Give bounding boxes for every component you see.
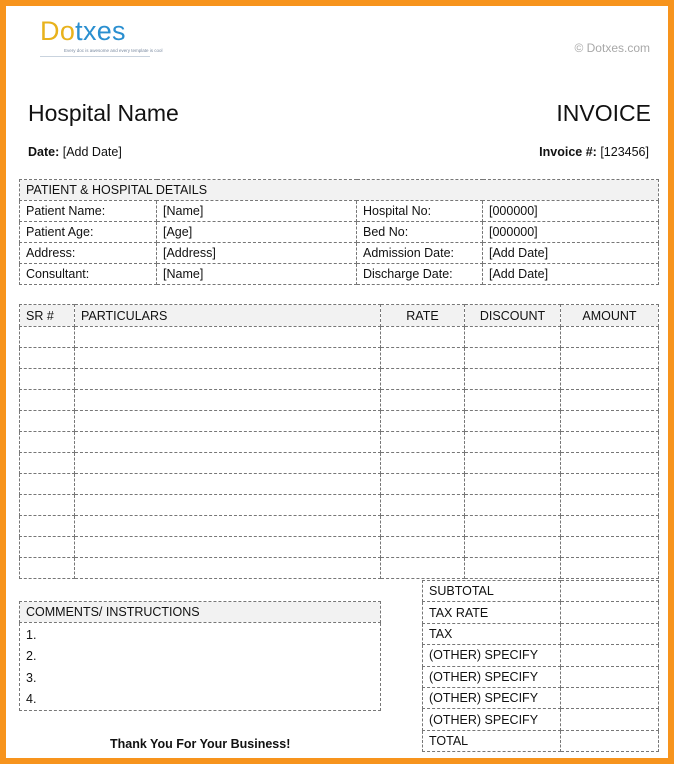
rate-cell[interactable] xyxy=(381,453,465,474)
items-table xyxy=(19,304,659,579)
rate-cell[interactable] xyxy=(381,390,465,411)
patient-name-label: Patient Name: xyxy=(20,201,157,222)
item-row xyxy=(20,348,659,369)
logo xyxy=(40,17,126,45)
items-header-row xyxy=(20,305,659,327)
bed-no-value[interactable]: [000000] xyxy=(483,222,659,243)
rate-cell[interactable] xyxy=(381,369,465,390)
amount-cell[interactable] xyxy=(561,495,659,516)
item-row xyxy=(20,537,659,558)
tax-rate-value[interactable] xyxy=(561,602,659,623)
particulars-cell[interactable] xyxy=(75,558,381,579)
total-label: TOTAL xyxy=(423,730,561,751)
details-row xyxy=(20,201,659,222)
col-sr: SR # xyxy=(20,305,75,327)
rate-cell[interactable] xyxy=(381,558,465,579)
col-particulars: PARTICULARS xyxy=(75,305,381,327)
sr-cell[interactable] xyxy=(20,537,75,558)
logo-letter-o: o xyxy=(59,16,76,46)
subtotal-label: SUBTOTAL xyxy=(423,581,561,602)
item-row xyxy=(20,474,659,495)
item-row xyxy=(20,432,659,453)
discount-cell[interactable] xyxy=(465,390,561,411)
amount-cell[interactable] xyxy=(561,327,659,348)
other-specify-label: (OTHER) SPECIFY xyxy=(423,645,561,666)
comments-heading: COMMENTS/ INSTRUCTIONS xyxy=(20,602,381,623)
item-row xyxy=(20,390,659,411)
tax-value[interactable] xyxy=(561,623,659,644)
sr-cell[interactable] xyxy=(20,453,75,474)
sr-cell[interactable] xyxy=(20,348,75,369)
consultant-label: Consultant: xyxy=(20,264,157,285)
date-label: Date: xyxy=(28,145,60,159)
amount-cell[interactable] xyxy=(561,453,659,474)
copyright-text: © Dotxes.com xyxy=(574,41,650,55)
amount-cell[interactable] xyxy=(561,348,659,369)
total-value[interactable] xyxy=(561,730,659,751)
totals-row xyxy=(423,730,659,751)
discount-cell[interactable] xyxy=(465,453,561,474)
date-field[interactable] xyxy=(28,145,122,159)
discount-cell[interactable] xyxy=(465,411,561,432)
totals-row xyxy=(423,709,659,730)
consultant-value[interactable]: [Name] xyxy=(157,264,357,285)
amount-cell[interactable] xyxy=(561,474,659,495)
hospital-name[interactable]: Hospital Name xyxy=(28,100,179,126)
rate-cell[interactable] xyxy=(381,516,465,537)
totals-row xyxy=(423,687,659,708)
thank-you-note: Thank You For Your Business! xyxy=(110,737,291,751)
totals-row xyxy=(423,602,659,623)
other-specify-label: (OTHER) SPECIFY xyxy=(423,709,561,730)
comment-line[interactable]: 3. xyxy=(26,670,37,685)
totals-row xyxy=(423,666,659,687)
amount-cell[interactable] xyxy=(561,390,659,411)
item-row xyxy=(20,369,659,390)
invoice-number-value[interactable]: [123456] xyxy=(600,145,649,159)
item-row xyxy=(20,516,659,537)
discount-cell[interactable] xyxy=(465,516,561,537)
discount-cell[interactable] xyxy=(465,348,561,369)
discount-cell[interactable] xyxy=(465,537,561,558)
particulars-cell[interactable] xyxy=(75,474,381,495)
amount-cell[interactable] xyxy=(561,432,659,453)
comment-line[interactable]: 4. xyxy=(26,691,37,706)
amount-cell[interactable] xyxy=(561,411,659,432)
sr-cell[interactable] xyxy=(20,495,75,516)
details-table xyxy=(19,179,659,285)
other-specify-value[interactable] xyxy=(561,709,659,730)
totals-row xyxy=(423,581,659,602)
invoice-number-field[interactable] xyxy=(539,145,649,159)
tax-rate-label: TAX RATE xyxy=(423,602,561,623)
item-row xyxy=(20,327,659,348)
sr-cell[interactable] xyxy=(20,558,75,579)
admission-date-label: Admission Date: xyxy=(357,243,483,264)
col-rate: RATE xyxy=(381,305,465,327)
particulars-cell[interactable] xyxy=(75,432,381,453)
particulars-cell[interactable] xyxy=(75,516,381,537)
particulars-cell[interactable] xyxy=(75,348,381,369)
rate-cell[interactable] xyxy=(381,432,465,453)
amount-cell[interactable] xyxy=(561,558,659,579)
address-value[interactable]: [Address] xyxy=(157,243,357,264)
comment-line[interactable]: 2. xyxy=(26,649,37,664)
sr-cell[interactable] xyxy=(20,474,75,495)
totals-row xyxy=(423,645,659,666)
comments-box xyxy=(19,601,381,711)
logo-divider xyxy=(40,56,150,57)
invoice-number-label: Invoice #: xyxy=(539,145,597,159)
item-row xyxy=(20,495,659,516)
discount-cell[interactable] xyxy=(465,558,561,579)
logo-letters-txes: txes xyxy=(75,16,126,46)
rate-cell[interactable] xyxy=(381,327,465,348)
comments-body[interactable] xyxy=(20,623,381,711)
rate-cell[interactable] xyxy=(381,537,465,558)
rate-cell[interactable] xyxy=(381,474,465,495)
other-specify-label: (OTHER) SPECIFY xyxy=(423,687,561,708)
sr-cell[interactable] xyxy=(20,411,75,432)
discharge-date-label: Discharge Date: xyxy=(357,264,483,285)
date-value[interactable]: [Add Date] xyxy=(62,145,122,159)
discount-cell[interactable] xyxy=(465,474,561,495)
sr-cell[interactable] xyxy=(20,432,75,453)
patient-age-label: Patient Age: xyxy=(20,222,157,243)
other-specify-label: (OTHER) SPECIFY xyxy=(423,666,561,687)
other-specify-value[interactable] xyxy=(561,687,659,708)
particulars-cell[interactable] xyxy=(75,453,381,474)
col-amount: AMOUNT xyxy=(561,305,659,327)
particulars-cell[interactable] xyxy=(75,327,381,348)
sr-cell[interactable] xyxy=(20,327,75,348)
particulars-cell[interactable] xyxy=(75,537,381,558)
particulars-cell[interactable] xyxy=(75,369,381,390)
discount-cell[interactable] xyxy=(465,327,561,348)
item-row xyxy=(20,453,659,474)
rate-cell[interactable] xyxy=(381,411,465,432)
logo-tagline: Every doc is awesome and every template is cool xyxy=(64,48,163,53)
totals-table xyxy=(422,580,659,752)
invoice-title: INVOICE xyxy=(556,100,651,126)
tax-label: TAX xyxy=(423,623,561,644)
hospital-no-value[interactable]: [000000] xyxy=(483,201,659,222)
details-row xyxy=(20,243,659,264)
comment-line[interactable]: 1. xyxy=(26,628,37,642)
sr-cell[interactable] xyxy=(20,390,75,411)
sr-cell[interactable] xyxy=(20,516,75,537)
rate-cell[interactable] xyxy=(381,495,465,516)
details-row xyxy=(20,264,659,285)
subtotal-value[interactable] xyxy=(561,581,659,602)
discount-cell[interactable] xyxy=(465,495,561,516)
bed-no-label: Bed No: xyxy=(357,222,483,243)
discharge-date-value[interactable]: [Add Date] xyxy=(483,264,659,285)
amount-cell[interactable] xyxy=(561,537,659,558)
item-row xyxy=(20,411,659,432)
other-specify-value[interactable] xyxy=(561,666,659,687)
particulars-cell[interactable] xyxy=(75,411,381,432)
sr-cell[interactable] xyxy=(20,369,75,390)
patient-age-value[interactable]: [Age] xyxy=(157,222,357,243)
discount-cell[interactable] xyxy=(465,369,561,390)
item-row xyxy=(20,558,659,579)
totals-row xyxy=(423,623,659,644)
col-discount: DISCOUNT xyxy=(465,305,561,327)
address-label: Address: xyxy=(20,243,157,264)
hospital-no-label: Hospital No: xyxy=(357,201,483,222)
other-specify-value[interactable] xyxy=(561,645,659,666)
details-row xyxy=(20,222,659,243)
particulars-cell[interactable] xyxy=(75,390,381,411)
details-heading: PATIENT & HOSPITAL DETAILS xyxy=(20,180,659,201)
admission-date-value[interactable]: [Add Date] xyxy=(483,243,659,264)
logo-letter-d: D xyxy=(40,16,60,46)
amount-cell[interactable] xyxy=(561,516,659,537)
discount-cell[interactable] xyxy=(465,432,561,453)
rate-cell[interactable] xyxy=(381,348,465,369)
particulars-cell[interactable] xyxy=(75,495,381,516)
amount-cell[interactable] xyxy=(561,369,659,390)
patient-name-value[interactable]: [Name] xyxy=(157,201,357,222)
